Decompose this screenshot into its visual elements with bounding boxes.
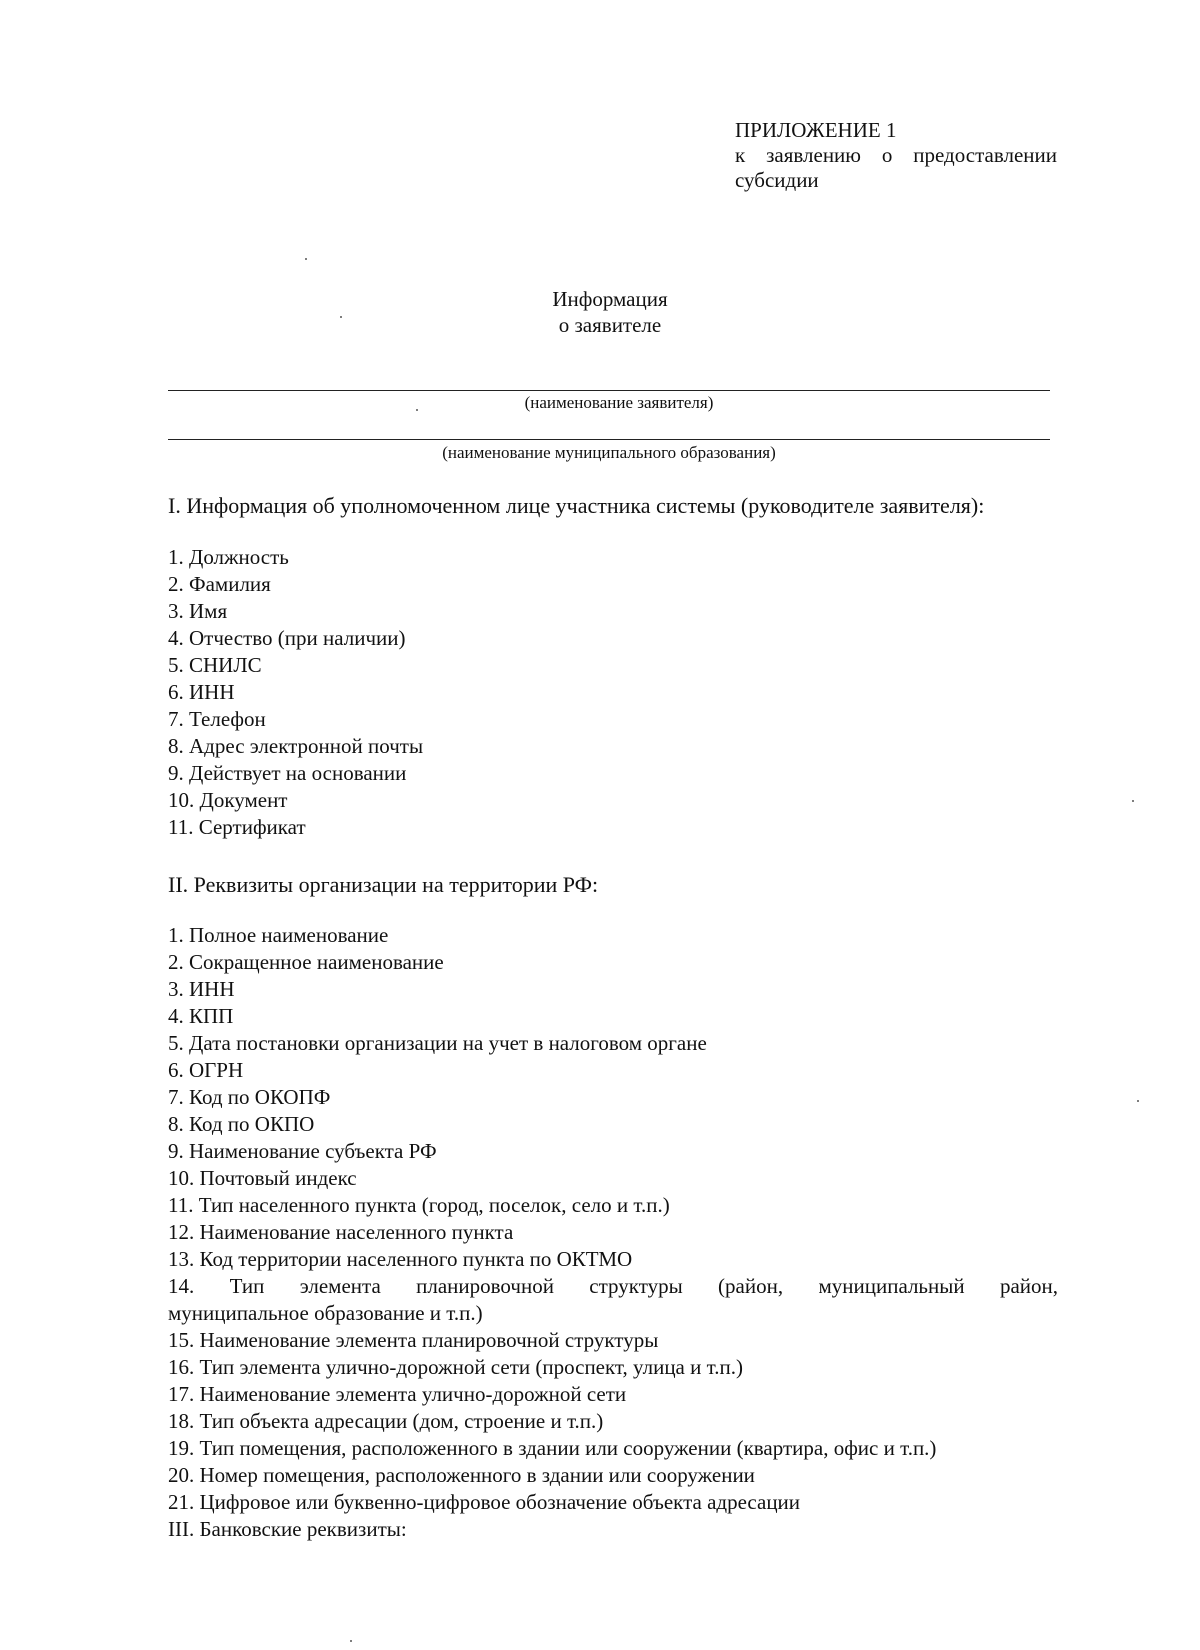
list-item: 2. Сокращенное наименование <box>168 950 444 974</box>
list-item: 6. ОГРН <box>168 1058 244 1082</box>
scan-speck <box>340 316 342 318</box>
section-1-heading: I. Информация об уполномоченном лице участника системы (руководителе заявителя): <box>168 493 985 518</box>
list-item: 6. ИНН <box>168 680 235 704</box>
applicant-name-caption: (наименование заявителя) <box>524 393 714 412</box>
list-item: 9. Наименование субъекта РФ <box>168 1139 437 1163</box>
list-item: 20. Номер помещения, расположенного в здании или сооружении <box>168 1463 755 1487</box>
section-3-heading: III. Банковские реквизиты: <box>168 1517 407 1541</box>
section-2-list <box>168 922 1060 1543</box>
list-item: 1. Полное наименование <box>168 923 389 947</box>
list-item: 3. Имя <box>168 599 228 623</box>
list-item-14-line2: муниципальное образование и т.п.) <box>168 1301 483 1325</box>
municipality-name-line <box>168 439 1050 440</box>
scan-speck <box>305 258 307 260</box>
list-item: 4. КПП <box>168 1004 234 1028</box>
list-item: 7. Телефон <box>168 707 266 731</box>
appendix-reference-cont: субсидии <box>735 168 819 192</box>
list-item: 15. Наименование элемента планировочной структуры <box>168 1328 659 1352</box>
document-subtitle: о заявителе <box>558 313 662 337</box>
list-item: 17. Наименование элемента улично-дорожной сети <box>168 1382 627 1406</box>
document-title: Информация <box>552 287 668 311</box>
list-item: 21. Цифровое или буквенно-цифровое обозначение объекта адресации <box>168 1490 801 1514</box>
section-2-heading: II. Реквизиты организации на территории РФ: <box>168 872 599 897</box>
scan-speck <box>416 409 418 411</box>
list-item-14-line1: 14. Тип элемента планировочной структуры (район, муниципальный район, <box>168 1274 1058 1298</box>
list-item: 10. Документ <box>168 788 288 812</box>
scan-speck <box>1137 1100 1139 1102</box>
list-item: 13. Код территории населенного пункта по ОКТМО <box>168 1247 633 1271</box>
municipality-name-caption: (наименование муниципального образования) <box>442 443 776 462</box>
list-item: 16. Тип элемента улично-дорожной сети (проспект, улица и т.п.) <box>168 1355 743 1379</box>
scan-speck <box>350 1640 352 1642</box>
list-item: 1. Должность <box>168 545 289 569</box>
list-item: 4. Отчество (при наличии) <box>168 626 406 650</box>
list-item: 8. Адрес электронной почты <box>168 734 424 758</box>
list-item: 11. Сертификат <box>168 815 306 839</box>
list-item: 5. СНИЛС <box>168 653 262 677</box>
list-item: 5. Дата постановки организации на учет в налоговом органе <box>168 1031 707 1055</box>
scan-speck <box>1132 800 1134 802</box>
list-item: 11. Тип населенного пункта (город, поселок, село и т.п.) <box>168 1193 670 1217</box>
list-item: 12. Наименование населенного пункта <box>168 1220 514 1244</box>
applicant-name-line <box>168 390 1050 391</box>
list-item: 7. Код по ОКОПФ <box>168 1085 331 1109</box>
list-item: 10. Почтовый индекс <box>168 1166 357 1190</box>
list-item: 18. Тип объекта адресации (дом, строение и т.п.) <box>168 1409 604 1433</box>
appendix-number: ПРИЛОЖЕНИЕ 1 <box>735 118 897 142</box>
list-item: 9. Действует на основании <box>168 761 407 785</box>
list-item: 19. Тип помещения, расположенного в здании или сооружении (квартира, офис и т.п.) <box>168 1436 937 1460</box>
list-item: 8. Код по ОКПО <box>168 1112 315 1136</box>
appendix-header <box>735 118 1075 193</box>
list-item: 3. ИНН <box>168 977 235 1001</box>
list-item: 2. Фамилия <box>168 572 271 596</box>
appendix-reference: к заявлению о предоставлении <box>735 143 1057 167</box>
section-1-list <box>168 544 1060 841</box>
list-item-14 <box>168 1273 1060 1327</box>
